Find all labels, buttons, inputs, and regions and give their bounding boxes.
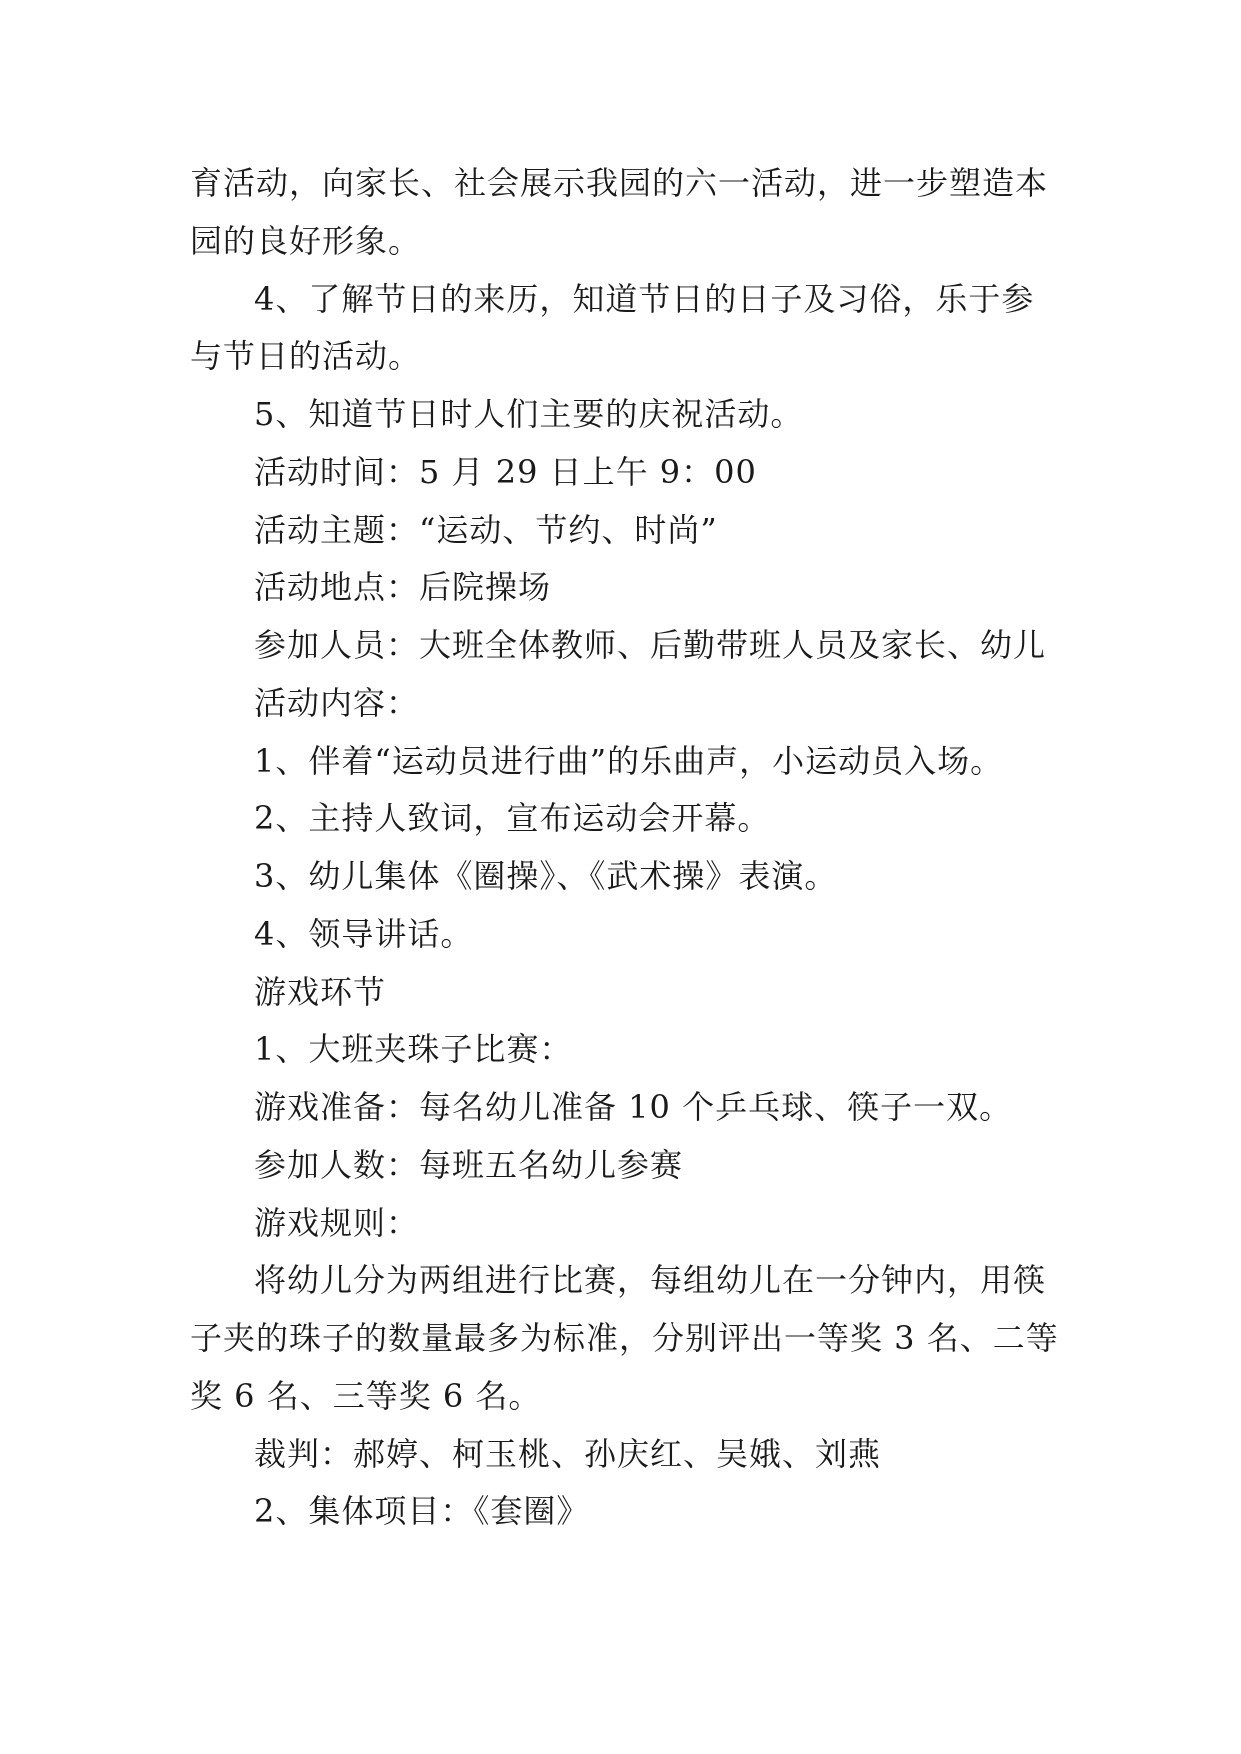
text-line: 奖 6 名、三等奖 6 名。 bbox=[190, 1376, 542, 1415]
text-line: 参加人数：每班五名幼儿参赛 bbox=[254, 1145, 684, 1184]
text-line: 5、知道节日时人们主要的庆祝活动。 bbox=[254, 395, 804, 433]
text-line: 活动主题：“运动、节约、时尚” bbox=[254, 510, 718, 549]
text-line: 将幼儿分为两组进行比赛，每组幼儿在一分钟内，用筷 bbox=[254, 1261, 1047, 1300]
text-line: 裁判：郝婷、柯玉桃、孙庆红、吴娥、刘燕 bbox=[254, 1434, 882, 1473]
text-line: 游戏规则： bbox=[254, 1203, 420, 1242]
text-line: 育活动，向家长、社会展示我园的六一活动，进一步塑造本 bbox=[190, 164, 1049, 202]
text-line: 园的良好形象。 bbox=[190, 221, 422, 260]
text-line: 与节日的活动。 bbox=[190, 337, 422, 376]
text-line: 3、幼儿集体《圈操》、《武术操》表演。 bbox=[254, 857, 838, 895]
text-line: 2、主持人致词，宣布运动会开幕。 bbox=[254, 799, 771, 838]
text-line: 4、领导讲话。 bbox=[254, 914, 474, 953]
text-line: 活动内容： bbox=[254, 683, 420, 722]
text-line: 参加人员：大班全体教师、后勤带班人员及家长、幼儿 bbox=[254, 626, 1047, 664]
text-line: 1、伴着“运动员进行曲”的乐曲声，小运动员入场。 bbox=[254, 741, 1004, 780]
text-line: 游戏准备：每名幼儿准备 10 个乒乓球、筷子一双。 bbox=[254, 1088, 1013, 1126]
section-heading: 游戏环节 bbox=[254, 972, 387, 1011]
document-body bbox=[190, 155, 1059, 1541]
text-line: 4、了解节日的来历，知道节日的日子及习俗，乐于参 bbox=[254, 279, 1035, 318]
text-line: 活动时间：5 月 29 日上午 9：00 bbox=[254, 452, 757, 491]
text-line: 1、大班夹珠子比赛： bbox=[254, 1030, 573, 1069]
text-line: 活动地点：后院操场 bbox=[254, 568, 552, 607]
text-line: 2、集体项目：《套圈》 bbox=[254, 1492, 590, 1531]
text-line: 子夹的珠子的数量最多为标准，分别评出一等奖 3 名、二等 bbox=[190, 1319, 1059, 1357]
